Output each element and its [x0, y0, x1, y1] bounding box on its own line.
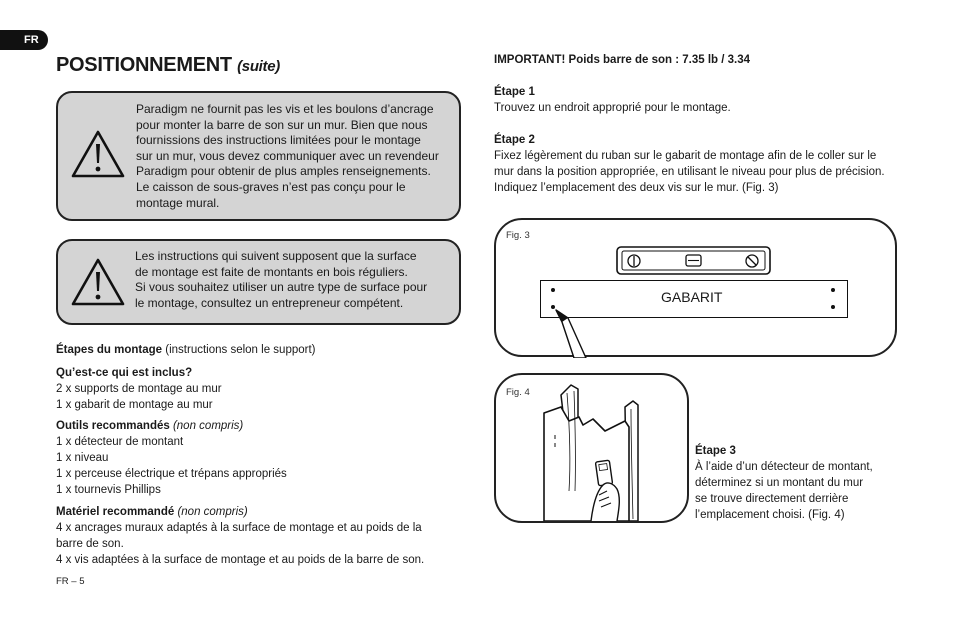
warning-1-line: montage mural. [136, 195, 220, 210]
step-3-line: l’emplacement choisi. (Fig. 4) [695, 509, 845, 521]
list-item: 1 x tournevis Phillips [56, 484, 161, 496]
page-title [56, 54, 280, 77]
steps-heading-note: (instructions selon le support) [162, 344, 316, 356]
figure-4 [494, 373, 689, 523]
included-section [56, 365, 222, 413]
step-3-title: Étape 3 [695, 445, 736, 457]
important-note: IMPORTANT! Poids barre de son : 7.35 lb / 3.34 [494, 54, 751, 66]
step-3-line: déterminez si un montant du mur [695, 477, 864, 489]
warning-1-text [136, 102, 439, 211]
level-tool-illustration [616, 246, 771, 276]
step-3-line: À l’aide d’un détecteur de montant, [695, 461, 873, 473]
template-label: GABARIT [661, 289, 723, 305]
included-title: Qu’est-ce qui est inclus? [56, 367, 193, 379]
warning-triangle-icon [70, 257, 126, 307]
list-item: 2 x supports de montage au mur [56, 383, 222, 395]
pencil-icon [552, 308, 592, 358]
material-note: (non compris) [174, 506, 248, 518]
step-2-line: Indiquez l’emplacement des deux vis sur le mur. (Fig. 3) [494, 182, 779, 194]
warning-box-2 [56, 239, 461, 325]
screw-mark-dot [831, 288, 835, 292]
step-2-line: Fixez légèrement du ruban sur le gabarit de montage afin de le coller sur le [494, 150, 877, 162]
list-item: 4 x ancrages muraux adaptés à la surface de montage et au poids de la [56, 522, 422, 534]
warning-1-line: fournissions des instructions limitées pour le montage [136, 133, 421, 148]
warning-2-text [135, 249, 427, 311]
figure-4-label: Fig. 4 [506, 387, 530, 398]
tools-section [56, 418, 287, 498]
screw-mark-dot [831, 305, 835, 309]
screw-mark-dot [551, 288, 555, 292]
figure-3-label: Fig. 3 [506, 230, 530, 241]
step-2 [494, 132, 885, 196]
step-1 [494, 84, 731, 116]
warning-1-line: Le caisson de sous-graves n’est pas conçu pour le [136, 179, 406, 194]
step-1-title: Étape 1 [494, 86, 535, 98]
list-item: 1 x détecteur de montant [56, 436, 184, 448]
steps-heading-bold: Étapes du montage [56, 344, 163, 356]
title-main: POSITIONNEMENT [56, 54, 232, 76]
warning-2-line: Les instructions qui suivent supposent que la surface [135, 249, 417, 263]
warning-triangle-icon [70, 129, 126, 179]
list-item: 1 x niveau [56, 452, 109, 464]
language-tab: FR [0, 30, 48, 50]
list-item: barre de son. [56, 538, 124, 550]
tools-note: (non compris) [169, 420, 244, 432]
warning-2-line: de montage est faite de montants en bois réguliers. [135, 264, 408, 279]
figure-3 [494, 218, 897, 357]
warning-1-line: sur un mur, vous devez communiquer avec un revendeur [136, 148, 439, 163]
tools-title: Outils recommandés [56, 420, 170, 432]
step-1-line: Trouvez un endroit approprié pour le montage. [494, 102, 731, 114]
warning-2-line: Si vous souhaitez utiliser un autre type de surface pour [135, 280, 428, 295]
steps-heading [56, 342, 315, 358]
warning-box-1 [56, 91, 461, 221]
step-3 [695, 443, 873, 523]
warning-1-line: Paradigm ne fournit pas les vis et les boulons d’ancrage [136, 102, 434, 116]
list-item: 4 x vis adaptées à la surface de montage et au poids de la barre de son. [56, 554, 425, 566]
stud-finder-illustration [541, 379, 651, 521]
title-subtitle: (suite) [237, 58, 280, 75]
step-2-title: Étape 2 [494, 134, 535, 146]
material-title: Matériel recommandé [56, 506, 175, 518]
list-item: 1 x perceuse électrique et trépans appropriés [56, 468, 287, 480]
warning-1-line: pour monter la barre de son sur un mur. Bien que nous [136, 117, 428, 132]
material-section [56, 504, 424, 568]
page-number: FR – 5 [56, 576, 85, 587]
list-item: 1 x gabarit de montage au mur [56, 399, 213, 411]
step-2-line: mur dans la position appropriée, en utilisant le niveau pour plus de précision. [494, 166, 885, 178]
warning-1-line: Paradigm pour obtenir de plus amples renseignements. [136, 164, 431, 179]
step-3-line: se trouve directement derrière [695, 493, 849, 505]
warning-2-line: le montage, consultez un entrepreneur compétent. [135, 295, 404, 310]
